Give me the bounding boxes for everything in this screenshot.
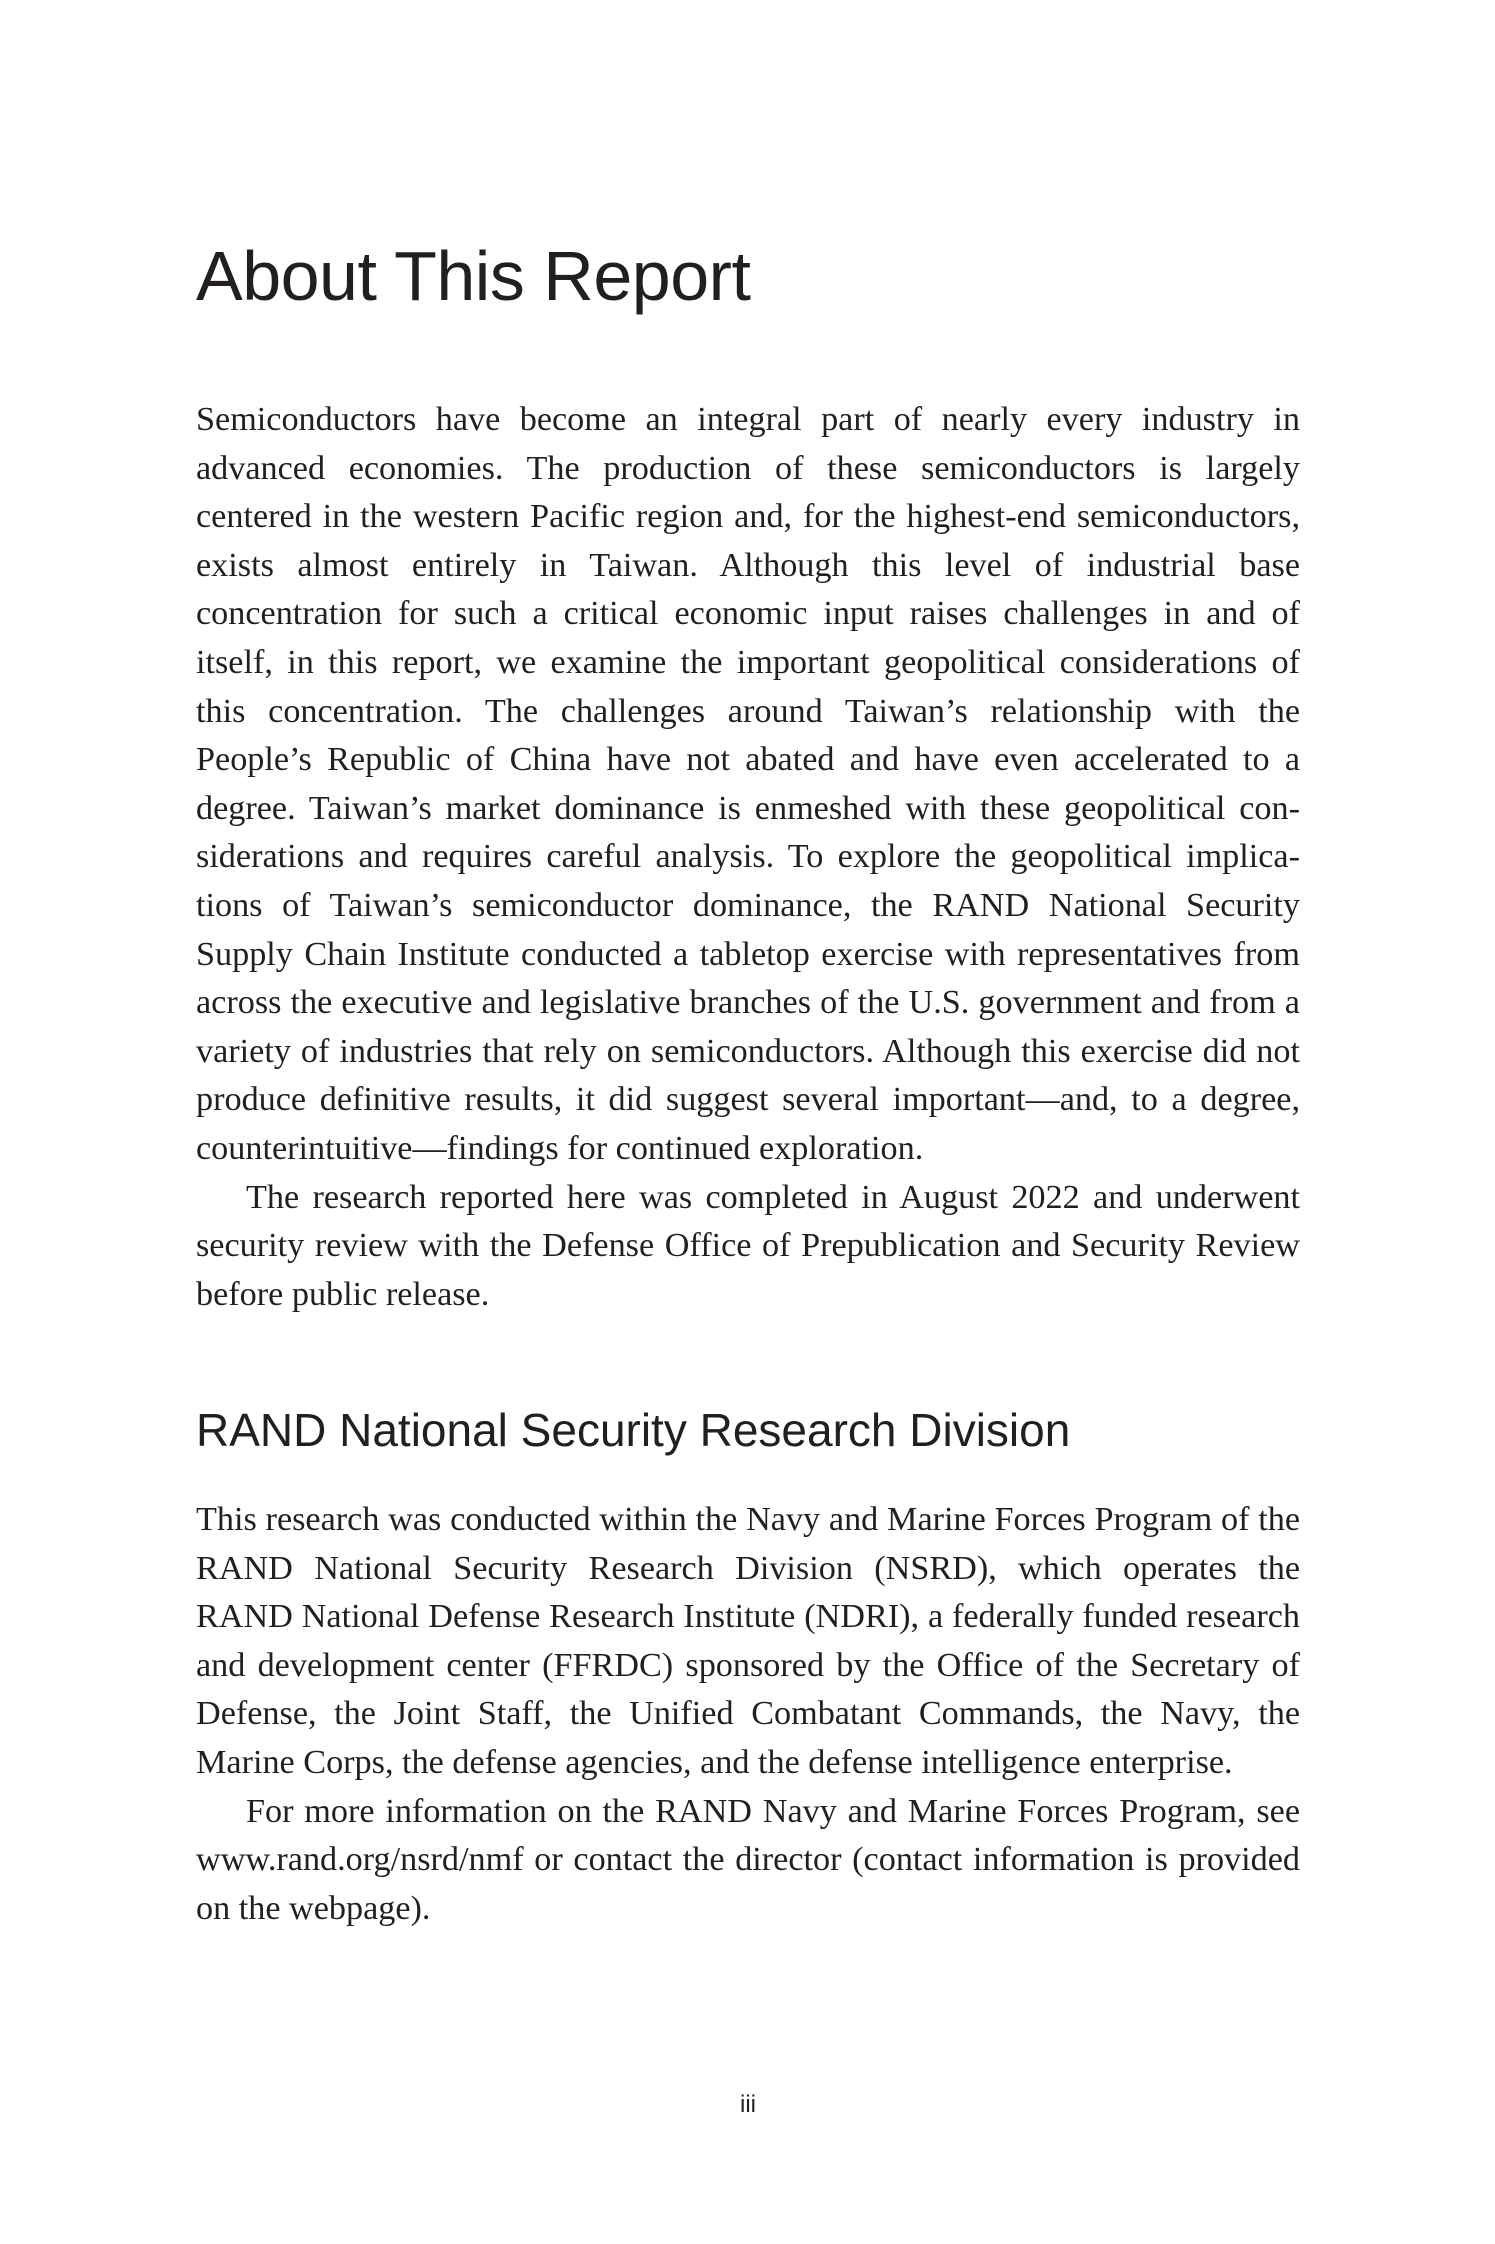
- about-report-section: [196, 396, 1300, 1319]
- page-title: About This Report: [196, 237, 751, 315]
- division-section: [196, 1496, 1300, 1933]
- division-heading: RAND National Security Research Division: [196, 1404, 1071, 1456]
- intro-paragraph: Semiconductors have become an integral part of nearly every industry in advanced economies. The production of these semiconductors is largely centered in the western Pacific region and, for the highest-end semiconductors, exists almost entirely in Taiwan. Although this level of industrial base concentration for such a critical economic input raises challenges in and of itself, in this report, we examine the important geopolitical considerations of this concentration. The challenges around Taiwan’s relationship with the People’s Republic of China have not abated and have even accelerated to a degree. Taiwan’s market dominance is enmeshed with these geopolitical considerations and requires careful analysis. To explore the geopolitical implications of Taiwan’s semiconductor dominance, the RAND National Security Supply Chain Institute conducted a tabletop exercise with representatives from across the executive and legislative branches of the U.S. government and from a variety of industries that rely on semiconductors. Although this exercise did not produce definitive results, it did suggest several important—and, to a degree, counterintuitive—findings for continued exploration.: [196, 401, 1300, 1167]
- more-info-paragraph: For more information on the RAND Navy and Marine Forces Program, see www.rand.org/nsrd/nmf or contact the director (contact information is provided on the webpage).: [196, 1792, 1300, 1927]
- review-paragraph: The research reported here was completed in August 2022 and underwent security review with the Defense Office of Prepublication and Security Review before public release.: [196, 1178, 1300, 1313]
- page-number: iii: [740, 2091, 756, 2118]
- division-paragraph: This research was conducted within the Navy and Marine Forces Program of the RAND National Security Research Division (NSRD), which operates the RAND National Defense Research Institute (NDRI), a federally funded research and development center (FFRDC) sponsored by the Office of the Secretary of Defense, the Joint Staff, the Unified Combatant Commands, the Navy, the Marine Corps, the defense agencies, and the defense intelligence enterprise.: [196, 1501, 1300, 1781]
